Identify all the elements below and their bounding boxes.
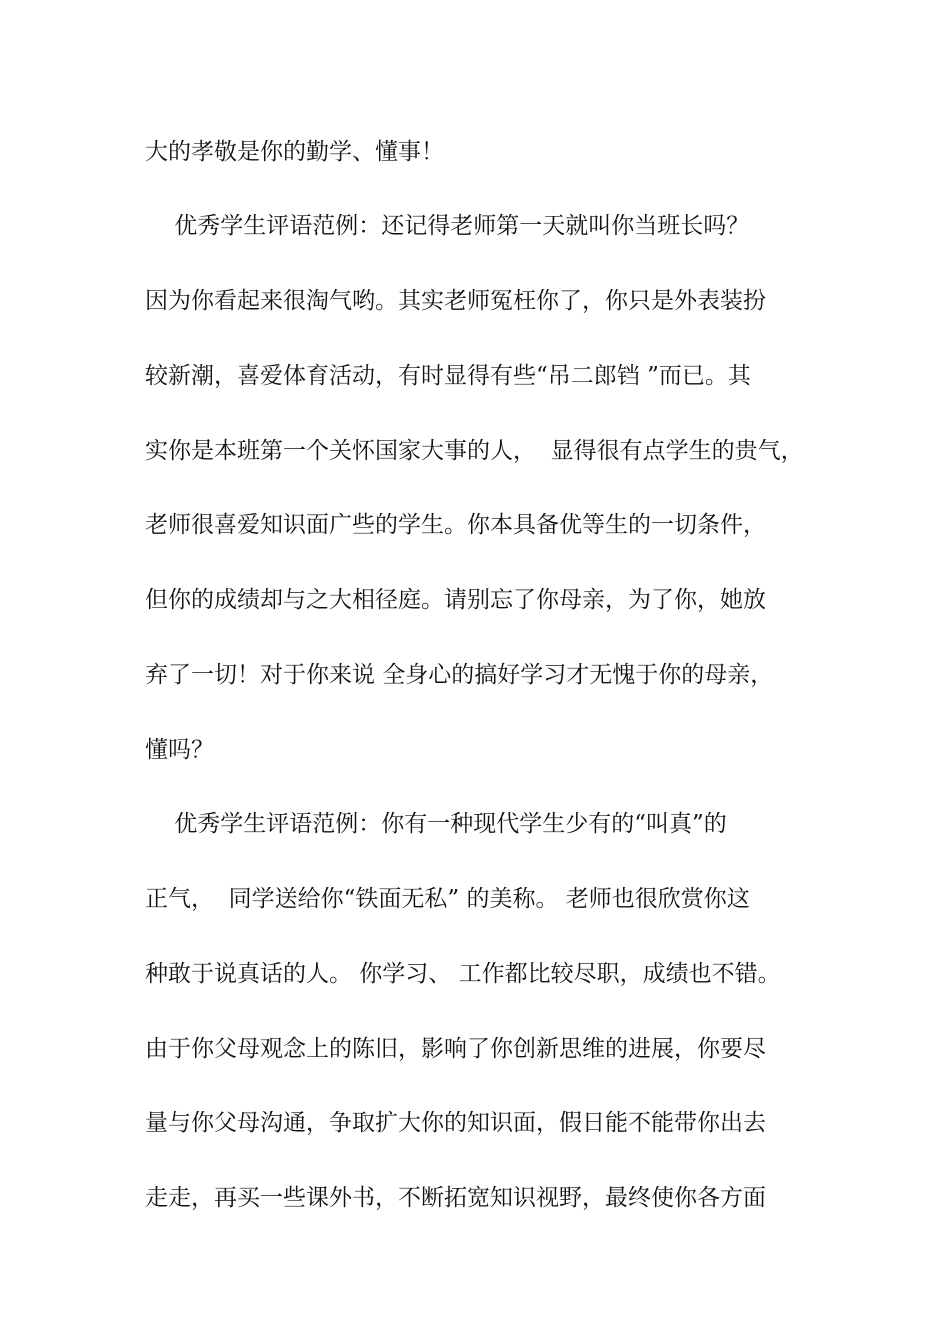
text-line-4: 较新潮，喜爱体育活动，有时显得有些“吊二郎铛 ”而已。其 [145,363,751,389]
text-line-11: 正气， 同学送给你“铁面无私” 的美称。 老师也很欣赏你这 [145,886,750,912]
text-line-8: 弃了一切！对于你来说 全身心的搞好学习才无愧于你的母亲， [145,662,774,688]
text-line-3: 因为你看起来很淘气哟。其实老师冤枉你了，你只是外表装扮 [145,288,766,314]
text-line-15: 走走，再买一些课外书，不断拓宽知识视野，最终使你各方面 [145,1185,766,1211]
text-line-2: 优秀学生评语范例：还记得老师第一天就叫你当班长吗？ [145,213,750,239]
text-line-9: 懂吗？ [145,737,214,763]
text-line-5: 实你是本班第一个关怀国家大事的人， 显得很有点学生的贵气， [145,438,804,464]
text-line-6: 老师很喜爱知识面广些的学生。你本具备优等生的一切条件， [145,512,766,538]
text-line-14: 量与你父母沟通，争取扩大你的知识面，假日能不能带你出去 [145,1110,766,1136]
text-line-1: 大的孝敬是你的勤学、懂事！ [145,139,444,165]
text-line-10: 优秀学生评语范例：你有一种现代学生少有的“叫真”的 [145,811,727,837]
text-line-7: 但你的成绩却与之大相径庭。请别忘了你母亲，为了你，她放 [145,587,766,613]
text-line-13: 由于你父母观念上的陈旧，影响了你创新思维的进展，你要尽 [145,1036,766,1062]
text-line-12: 种敢于说真话的人。 你学习、 工作都比较尽职，成绩也不错。 [145,961,781,987]
